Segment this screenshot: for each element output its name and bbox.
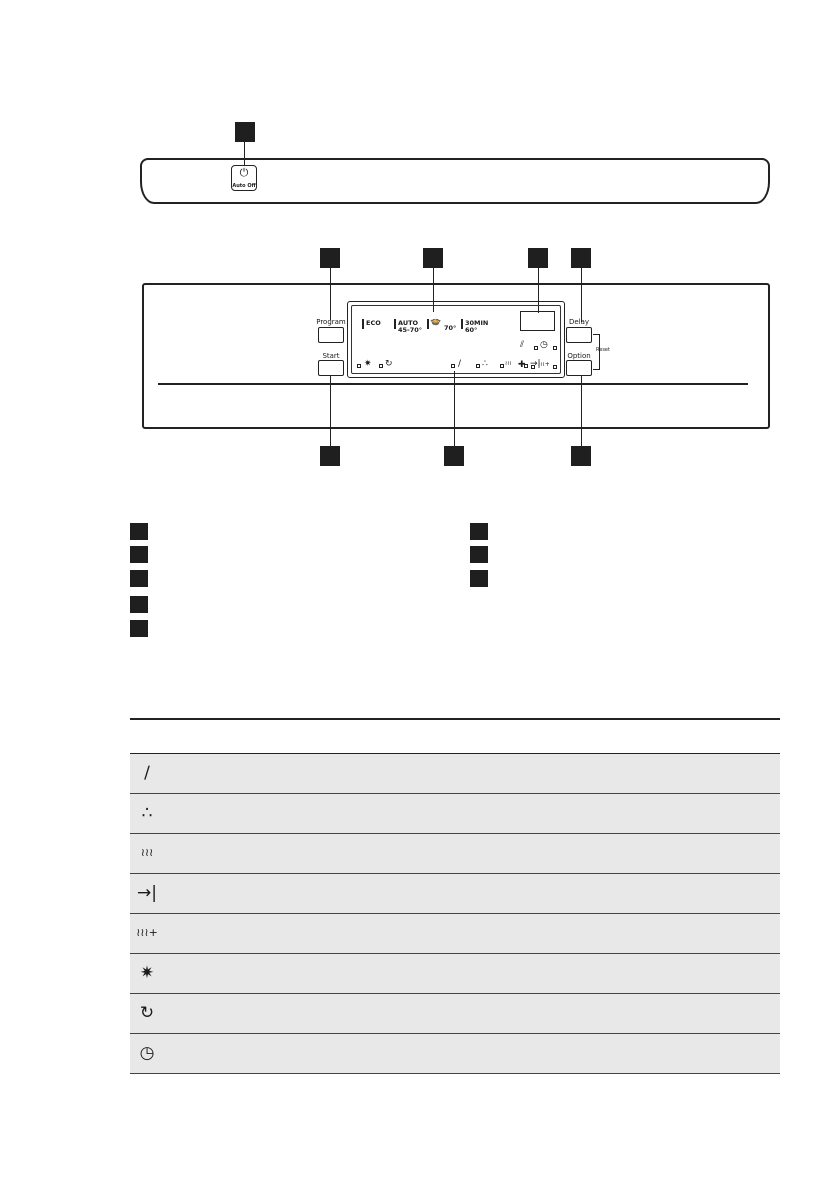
program-70: 70°	[444, 324, 457, 332]
on-off-button[interactable]	[231, 165, 257, 191]
table-row	[130, 954, 780, 994]
program-button[interactable]	[318, 327, 344, 343]
start-button[interactable]	[318, 360, 344, 376]
salt-loop-icon: ↻	[139, 1003, 155, 1023]
callout-1	[235, 122, 255, 142]
table-row	[130, 754, 780, 794]
panel-edge-line	[158, 383, 748, 385]
legend-marker	[470, 523, 488, 540]
leader-start	[330, 376, 331, 446]
legend-marker	[130, 546, 148, 563]
program-eco: ECO	[366, 319, 381, 327]
dry-heat-icon: ≀≀≀	[505, 360, 512, 367]
program-button-label: Program	[316, 318, 346, 326]
arrow-end-icon: →|	[530, 359, 541, 369]
indicator-table	[130, 718, 780, 1074]
salt-loop-icon: ↻	[385, 359, 393, 369]
brush-icon: ∕	[458, 359, 462, 369]
extra-dry-icon: ≀≀≀+	[136, 926, 158, 939]
table-header	[130, 718, 780, 754]
auto-off-label: Auto Off	[232, 183, 256, 189]
delay-button[interactable]	[566, 327, 592, 343]
indicator-square	[534, 346, 538, 350]
callout-option	[571, 446, 591, 466]
indicator-square	[531, 365, 535, 369]
legend-marker	[130, 570, 148, 587]
brush-icon: ∕	[144, 763, 150, 783]
option-button[interactable]	[566, 360, 592, 376]
indicator-square	[451, 364, 455, 368]
quick-indicator	[461, 319, 463, 329]
reset-label: Reset	[596, 347, 610, 353]
program-30min: 30MIN	[465, 319, 489, 327]
table-row	[130, 994, 780, 1034]
spray-icon: ∴	[141, 803, 153, 823]
callout-indicators	[444, 446, 464, 466]
intensive-indicator	[427, 319, 429, 329]
table-row	[130, 914, 780, 954]
callout-time-display	[528, 248, 548, 268]
legend-marker	[470, 570, 488, 587]
callout-display	[423, 248, 443, 268]
start-button-label: Start	[322, 352, 340, 360]
delay-clock-icon: ◷	[540, 340, 548, 350]
legend-marker	[130, 523, 148, 540]
legend-marker	[130, 620, 148, 637]
table-row	[130, 1034, 780, 1074]
program-auto-temp: 45-70°	[398, 326, 423, 334]
time-display	[520, 311, 555, 331]
table-row	[130, 874, 780, 914]
table-row	[130, 794, 780, 834]
indicator-square	[379, 364, 383, 368]
rinse-level-icon: ⫽	[520, 340, 525, 350]
rinse-aid-icon: ✷	[139, 963, 155, 983]
spray-icon: ∴	[482, 359, 488, 369]
program-auto: AUTO	[398, 319, 419, 327]
leader-option	[581, 376, 582, 446]
leader-indicators	[454, 371, 455, 446]
indicator-square	[476, 364, 480, 368]
program-30min-temp: 60°	[465, 326, 478, 334]
indicator-square	[500, 364, 504, 368]
callout-delay	[571, 248, 591, 268]
power-icon: ⏻	[239, 166, 249, 179]
legend-marker	[470, 546, 488, 563]
callout-start	[320, 446, 340, 466]
indicator-square	[357, 364, 361, 368]
legend-marker	[130, 596, 148, 613]
extra-dry-icon: ≀≀≀+	[538, 361, 550, 368]
option-button-label: Option	[567, 352, 591, 360]
callout-program	[320, 248, 340, 268]
pot-icon: 🍲	[430, 317, 442, 327]
plus-icon: ✚	[518, 360, 526, 370]
dry-heat-icon: ≀≀≀	[140, 846, 154, 859]
eco-indicator	[362, 319, 364, 329]
arrow-end-icon: →|	[137, 883, 157, 903]
indicator-square	[553, 346, 557, 350]
auto-indicator	[394, 319, 396, 329]
delay-button-label: Delay	[568, 318, 590, 326]
delay-clock-icon: ◷	[139, 1043, 155, 1063]
table-row	[130, 834, 780, 874]
rinse-aid-icon: ✷	[364, 359, 372, 369]
indicator-square	[553, 365, 557, 369]
